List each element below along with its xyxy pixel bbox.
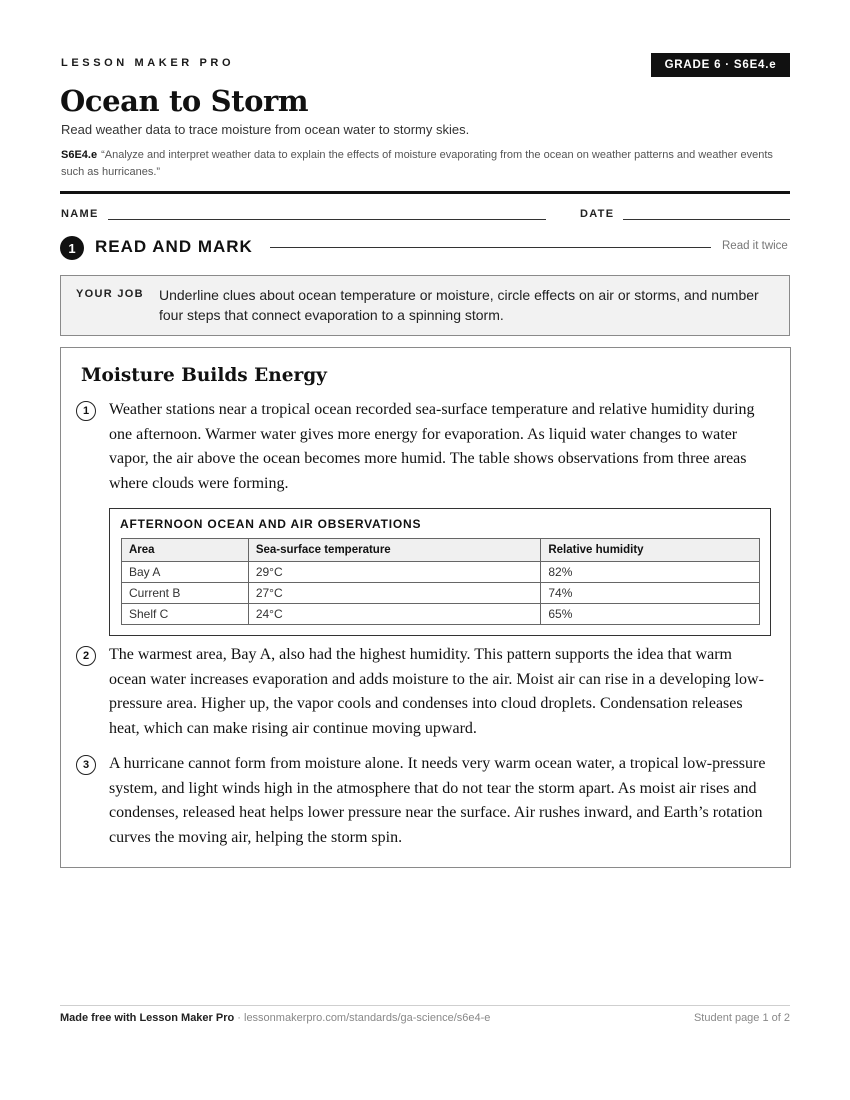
paragraph-number-2: 2 <box>76 646 96 666</box>
standard-text: “Analyze and interpret weather data to explain the effects of moisture evaporating from the ocean on weather patterns and weather events such as hurricanes.” <box>61 149 773 178</box>
footer-made-with: Made free with Lesson Maker Pro <box>60 1012 235 1024</box>
footer-page-number: Student page 1 of 2 <box>693 1012 790 1024</box>
page-title: Ocean to Storm <box>60 84 309 118</box>
footer-credit <box>60 1012 490 1024</box>
reading-title: Moisture Builds Energy <box>81 365 327 386</box>
table-cell: 74% <box>541 583 760 604</box>
brand-name: LESSON MAKER PRO <box>61 57 235 69</box>
table-header-cell: Sea-surface temperature <box>248 539 541 562</box>
header-divider <box>60 191 790 194</box>
reading-passage <box>60 347 791 868</box>
paragraph-number-3: 3 <box>76 755 96 775</box>
table-row <box>122 562 760 583</box>
page-subtitle: Read weather data to trace moisture from ocean water to stormy skies. <box>61 122 470 137</box>
table-cell: 24°C <box>248 604 541 625</box>
paragraph-number-1: 1 <box>76 401 96 421</box>
section-title: READ AND MARK <box>95 237 253 256</box>
table-cell: Current B <box>122 583 249 604</box>
section-note: Read it twice <box>722 240 788 252</box>
job-text: Underline clues about ocean temperature or moisture, circle effects on air or storms, and number four steps that connect evaporation to a spinning storm. <box>159 287 759 323</box>
table-cell: 82% <box>541 562 760 583</box>
table-cell: 29°C <box>248 562 541 583</box>
table-header-cell: Area <box>122 539 249 562</box>
footer-divider <box>60 1005 790 1006</box>
table-cell: Bay A <box>122 562 249 583</box>
table-header-cell: Relative humidity <box>541 539 760 562</box>
footer-separator: · <box>234 1012 244 1024</box>
table-header-row <box>122 539 760 562</box>
table-title: AFTERNOON OCEAN AND AIR OBSERVATIONS <box>120 517 422 531</box>
table-row <box>122 583 760 604</box>
table-row <box>122 604 760 625</box>
job-label: YOUR JOB <box>76 288 144 300</box>
observations-table-box <box>109 508 771 636</box>
name-label: NAME <box>61 208 99 220</box>
footer-url: lessonmakerpro.com/standards/ga-science/s6e4-e <box>244 1012 491 1024</box>
table-cell: Shelf C <box>122 604 249 625</box>
section-number-badge: 1 <box>60 236 84 260</box>
grade-badge: GRADE 6 · S6E4.e <box>651 53 790 77</box>
table-cell: 27°C <box>248 583 541 604</box>
standard-code: S6E4.e <box>61 149 98 161</box>
standard-description <box>61 147 791 181</box>
section-divider <box>270 247 711 248</box>
paragraph-2: The warmest area, Bay A, also had the highest humidity. This pattern supports the idea that warm ocean water increases evaporation and adds moisture to the air. Moist air can rise in a developing low-pressure area. Higher up, the vapor cools and condenses into cloud droplets. Condensation releases heat, which can make rising air continue moving upward. <box>109 646 764 737</box>
table-cell: 65% <box>541 604 760 625</box>
name-field[interactable] <box>108 219 546 220</box>
date-field[interactable] <box>623 219 790 220</box>
paragraph-1: Weather stations near a tropical ocean recorded sea-surface temperature and relative humidity during one afternoon. Warmer water gives more energy for evaporation. As liquid water changes to water vapor, the air above the ocean becomes more humid. The table shows observations from three areas where clouds were forming. <box>109 401 755 492</box>
observations-table <box>121 538 760 625</box>
job-instructions-box <box>60 275 790 336</box>
date-label: DATE <box>580 208 615 220</box>
paragraph-3: A hurricane cannot form from moisture alone. It needs very warm ocean water, a tropical low-pressure system, and light winds high in the atmosphere that do not tear the storm apart. As moist air rises and condenses, released heat helps lower pressure near the surface. Air rushes inward, and Earth’s rotation curves the moving air, helping the storm spin. <box>109 755 766 846</box>
